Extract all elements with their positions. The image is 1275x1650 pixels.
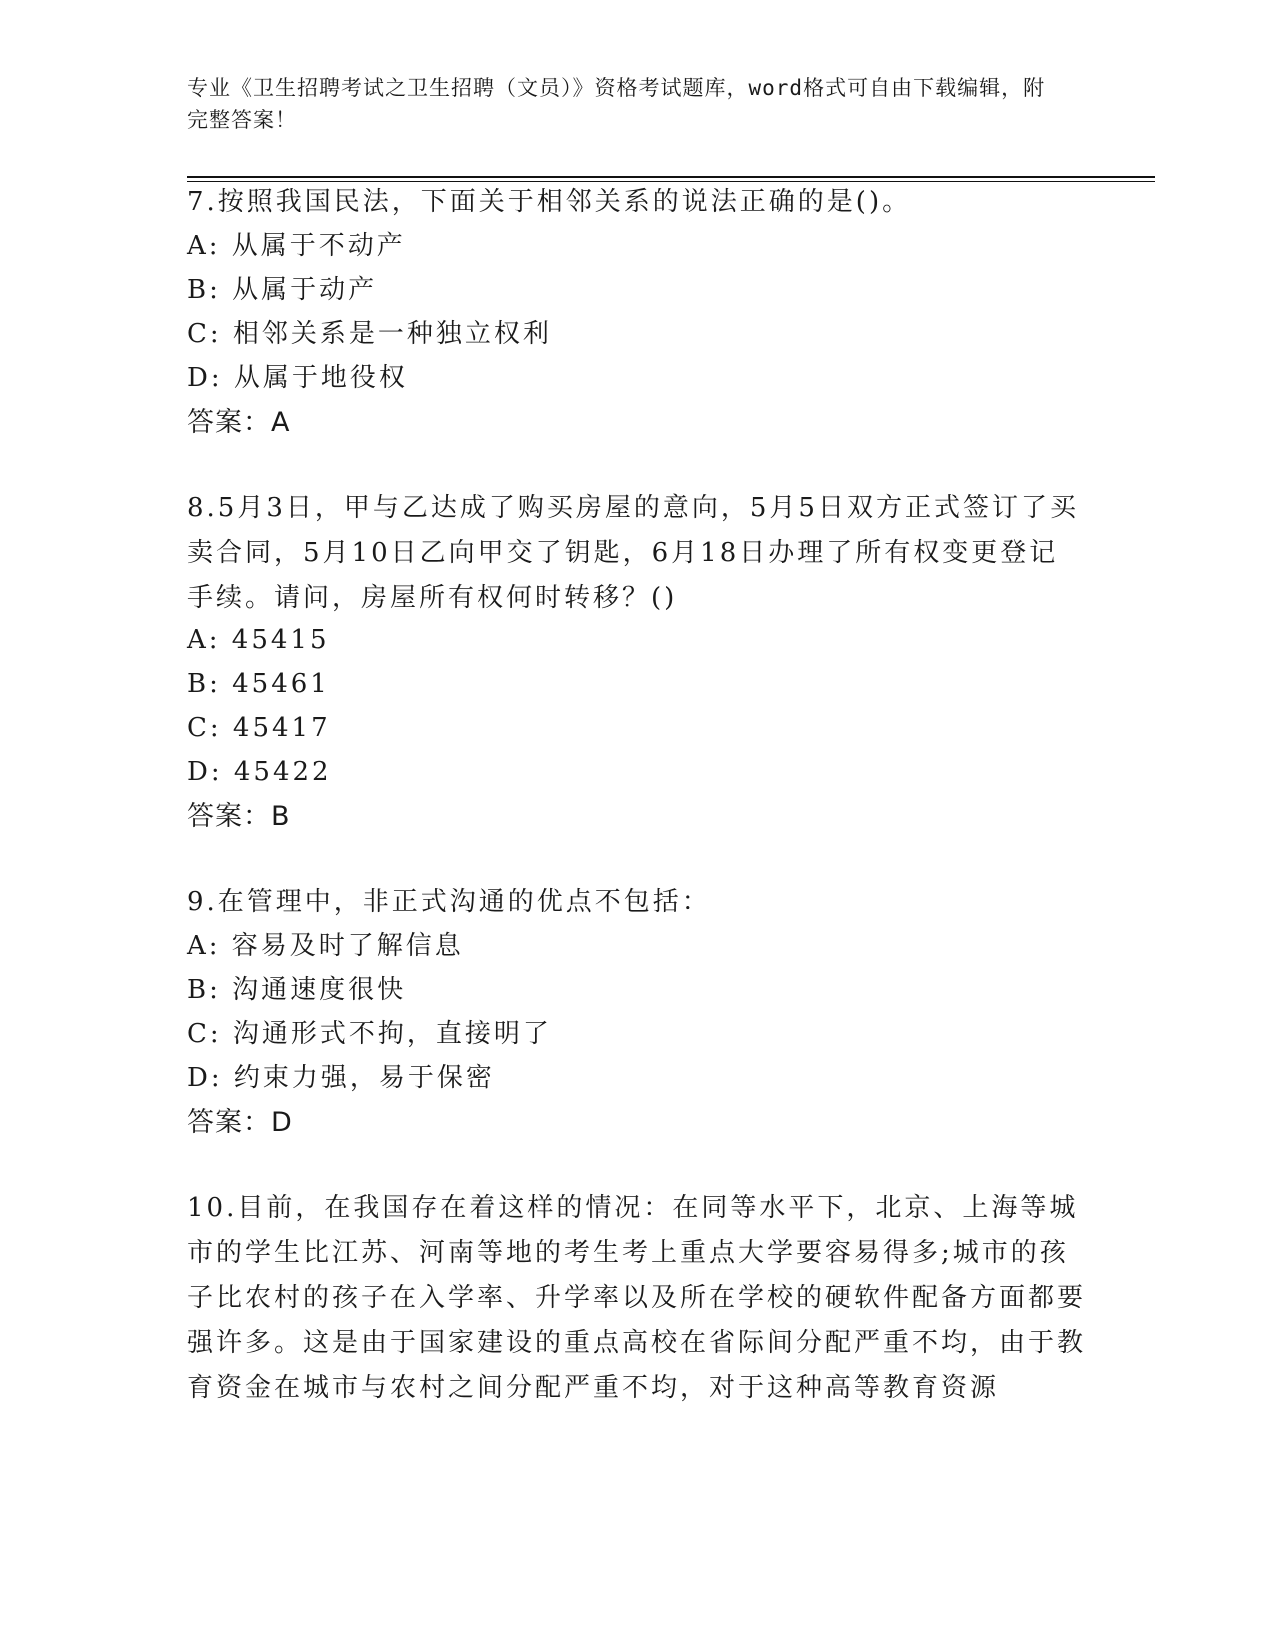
question-7-option-b: B: 从属于动产	[187, 275, 378, 305]
question-10-stem: 10.目前，在我国存在着这样的情况：在同等水平下，北京、上海等城市的学生比江苏、河南等地的考生考上重点大学要容易得多;城市的孩子比农村的孩子在入学率、升学率以及所在学校的硬软件配备方面都要强许多。这是由于国家建设的重点高校在省际间分配严重不均，由于教育资金在城市与农村之间分配严重不均，对于这种高等教育资源	[187, 1193, 1087, 1403]
question-9-answer: 答案：D	[187, 1107, 293, 1138]
question-8-option-d: D: 45422	[187, 757, 332, 787]
question-9-option-d: D: 约束力强，易于保密	[187, 1063, 495, 1093]
question-9-option-a: A: 容易及时了解信息	[187, 931, 464, 961]
question-8-option-c: C: 45417	[187, 713, 331, 743]
question-7-answer: 答案：A	[187, 407, 291, 438]
question-7-option-d: D: 从属于地役权	[187, 363, 408, 393]
question-8-option-a: A: 45415	[187, 625, 330, 655]
question-7-stem: 7.按照我国民法，下面关于相邻关系的说法正确的是()。	[187, 187, 912, 217]
question-8-answer: 答案：B	[187, 801, 291, 832]
question-9-stem: 9.在管理中，非正式沟通的优点不包括：	[187, 887, 711, 917]
question-7-option-a: A: 从属于不动产	[187, 231, 406, 261]
question-7-option-c: C: 相邻关系是一种独立权利	[187, 319, 552, 349]
question-9-option-c: C: 沟通形式不拘，直接明了	[187, 1019, 552, 1049]
header-divider	[187, 176, 1155, 178]
question-8-stem: 8.5月3日，甲与乙达成了购买房屋的意向，5月5日双方正式签订了买卖合同，5月10日乙向甲交了钥匙，6月18日办理了所有权变更登记手续。请问，房屋所有权何时转移？()	[187, 493, 1079, 613]
question-8-option-b: B: 45461	[187, 669, 330, 699]
document-header: 专业《卫生招聘考试之卫生招聘（文员）》资格考试题库，word格式可自由下载编辑，附完整答案！	[187, 76, 1046, 132]
question-9-option-b: B: 沟通速度很快	[187, 975, 407, 1005]
